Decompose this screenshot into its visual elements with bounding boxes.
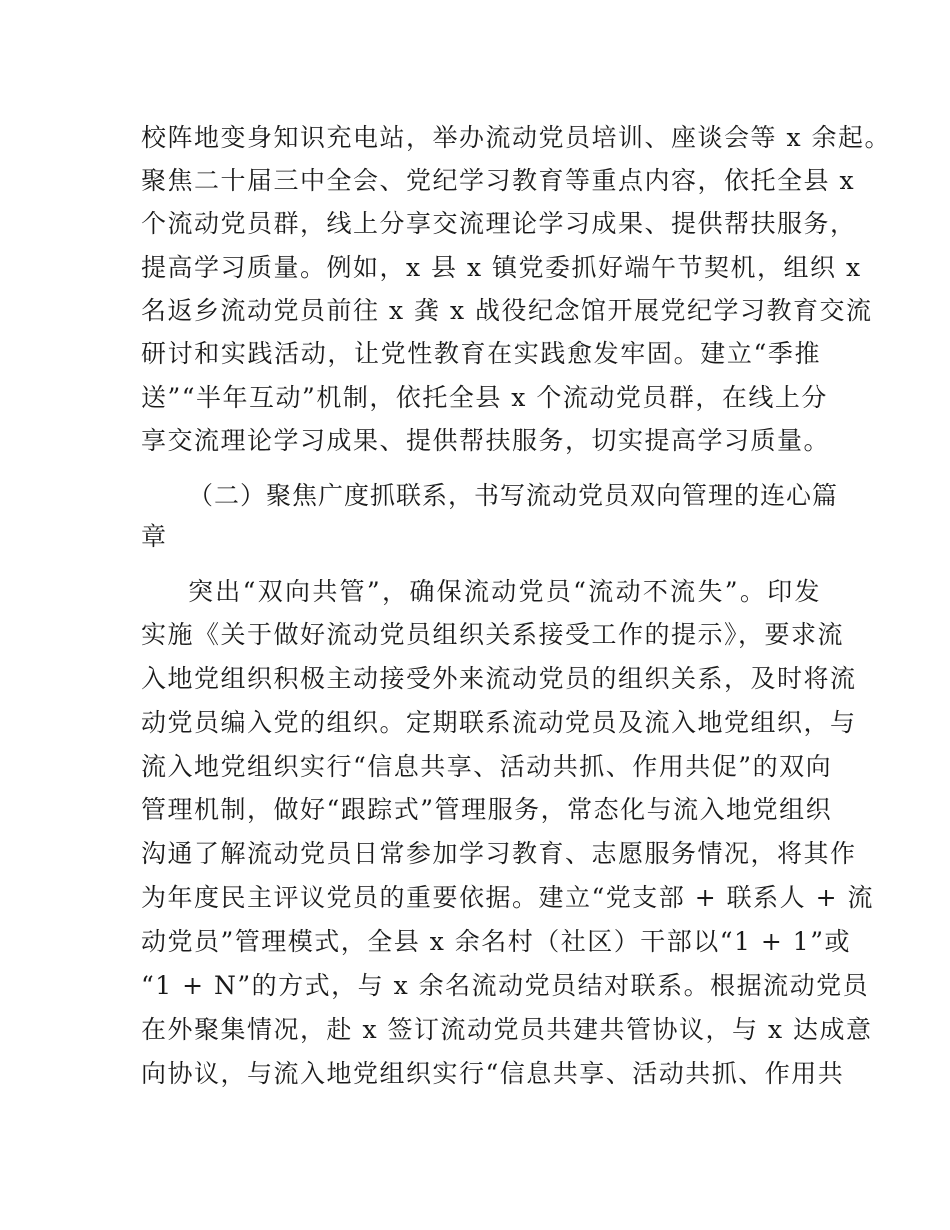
paragraph-line: 在外聚集情况，赴 x 签订流动党员共建共管协议，与 x 达成意: [141, 1015, 873, 1044]
paragraph-line: 动党员编入党的组织。定期联系流动党员及流入地党组织，与: [141, 708, 857, 737]
paragraph-line: 沟通了解流动党员日常参加学习教育、志愿服务情况，将其作: [141, 839, 857, 868]
paragraph-line: 个流动党员群，线上分享交流理论学习成果、提供帮扶服务，: [141, 209, 857, 238]
paragraph-line: 为年度民主评议党员的重要依据。建立“党支部 + 联系人 + 流: [141, 883, 874, 912]
paragraph-line: 研讨和实践活动，让党性教育在实践愈发牢固。建立“季推: [141, 339, 821, 368]
section-heading-continued: 章: [141, 522, 168, 551]
paragraph-line: 送”“半年互动”机制，依托全县 x 个流动党员群，在线上分: [141, 383, 828, 412]
paragraph-line: 名返乡流动党员前往 x 龚 x 战役纪念馆开展党纪学习教育交流: [141, 296, 873, 325]
paragraph-line: 流入地党组织实行“信息共享、活动共抓、作用共促”的双向: [141, 752, 833, 781]
paragraph-line: 提高学习质量。例如，x 县 x 镇党委抓好端午节契机，组织 x: [141, 253, 862, 282]
paragraph-line: 聚焦二十届三中全会、党纪学习教育等重点内容，依托全县 x: [141, 166, 856, 195]
paragraph-line: 入地党组织积极主动接受外来流动党员的组织关系，及时将流: [141, 664, 857, 693]
paragraph-line: 向协议，与流入地党组织实行“信息共享、活动共抓、作用共: [141, 1059, 845, 1088]
paragraph-line: 实施《关于做好流动党员组织关系接受工作的提示》，要求流: [141, 620, 845, 649]
paragraph-line: 突出“双向共管”，确保流动党员“流动不流失”。印发: [188, 577, 821, 606]
section-heading: （二）聚焦广度抓联系，书写流动党员双向管理的连心篇: [188, 481, 839, 510]
paragraph-line: “1 + N”的方式，与 x 余名流动党员结对联系。根据流动党员: [141, 971, 870, 1000]
paragraph-line: 动党员”管理模式，全县 x 余名村（社区）干部以“1 + 1”或: [141, 927, 851, 956]
paragraph-line: 管理机制，做好“跟踪式”管理服务，常态化与流入地党组织: [141, 795, 833, 824]
paragraph-line: 享交流理论学习成果、提供帮扶服务，切实提高学习质量。: [141, 426, 831, 455]
paragraph-line: 校阵地变身知识充电站，举办流动党员培训、座谈会等 x 余起。: [141, 123, 891, 152]
